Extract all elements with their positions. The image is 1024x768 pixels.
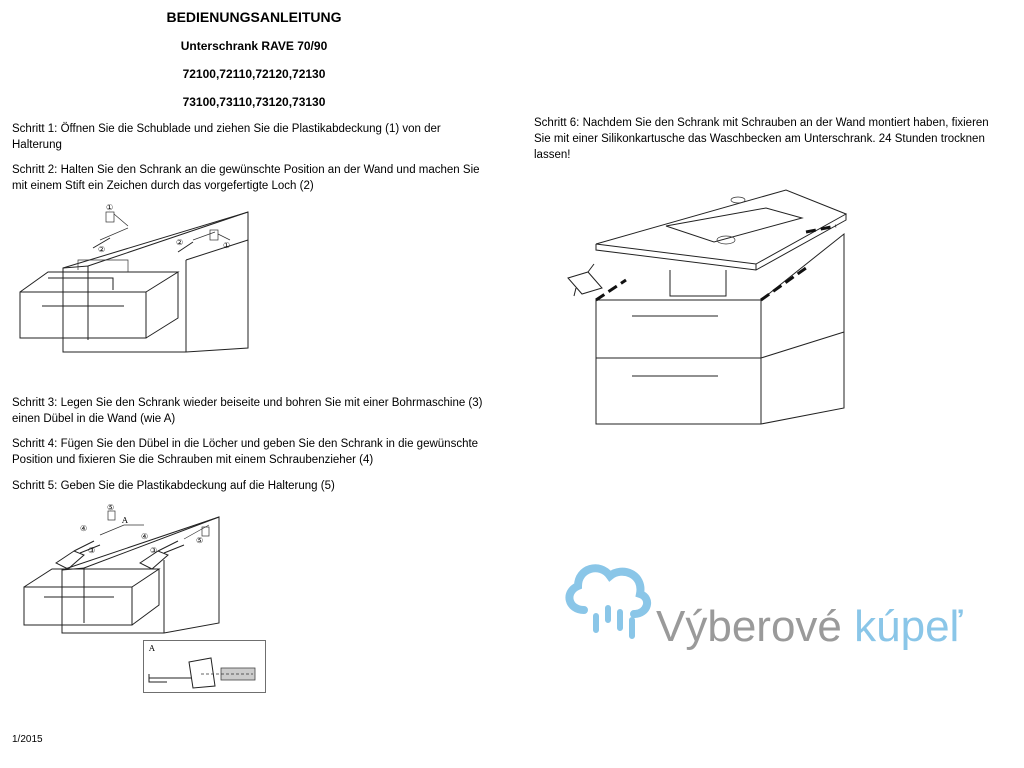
figure-label: ② bbox=[176, 238, 184, 247]
step-2: Schritt 2: Halten Sie den Schrank an die gewünschte Position an der Wand und machen Sie mit einem Stift ein Zeichen durch das vorgefertigte Loch (2) bbox=[12, 164, 480, 192]
model-name: Unterschrank RAVE 70/90 bbox=[180, 39, 328, 53]
step-5: Schritt 5: Geben Sie die Plastikabdeckung auf die Halterung (5) bbox=[12, 480, 335, 492]
brand-name bbox=[656, 602, 962, 652]
step-1: Schritt 1: Öffnen Sie die Schublade und ziehen Sie die Plastikabdeckung (1) von der Halterung bbox=[12, 123, 441, 151]
figure-label: ① bbox=[223, 241, 231, 250]
figure-label: ④ bbox=[141, 532, 149, 541]
figure-cabinet-with-sink bbox=[566, 184, 856, 424]
brand-word-2: kúpeľ bbox=[854, 602, 963, 651]
footer-date: 1/2015 bbox=[12, 734, 43, 745]
figure-label: A bbox=[122, 516, 128, 525]
figure-label: ③ bbox=[88, 546, 96, 555]
step-4: Schritt 4: Fügen Sie den Dübel in die Löcher und geben Sie den Schrank in die gewünschte Position und fixieren Sie die Schrauben mit einem Schraubenzieher (4) bbox=[12, 438, 479, 466]
document-title: BEDIENUNGSANLEITUNG bbox=[166, 9, 342, 25]
cloud-shower-icon bbox=[560, 558, 656, 648]
step-3: Schritt 3: Legen Sie den Schrank wieder beiseite und bohren Sie mit einer Bohrmaschine (3) einen Dübel in die Wand (wie A) bbox=[12, 397, 483, 425]
figure-detail-a bbox=[143, 640, 267, 694]
figure-cabinet-drilling bbox=[24, 505, 224, 640]
figure-label: ② bbox=[98, 245, 106, 254]
figure-label: ③ bbox=[150, 546, 158, 555]
step-6: Schritt 6: Nachdem Sie den Schrank mit Schrauben an der Wand montiert haben, fixieren Sie mit einer Silikonkartusche das Waschbecken am Unterschrank. 24 Stunden trocknen lassen! bbox=[534, 117, 989, 161]
article-codes-1: 72100,72110,72120,72130 bbox=[182, 67, 326, 81]
brand-word-1: Výberové bbox=[656, 602, 842, 651]
figure-label: ① bbox=[106, 203, 114, 212]
article-codes-2: 73100,73110,73120,73130 bbox=[182, 95, 326, 109]
detail-label: A bbox=[149, 644, 155, 653]
figure-cabinet-open-drawer bbox=[18, 200, 258, 360]
figure-label: ⑤ bbox=[107, 503, 115, 512]
figure-label: ④ bbox=[80, 524, 88, 533]
figure-label: ⑤ bbox=[196, 536, 204, 545]
